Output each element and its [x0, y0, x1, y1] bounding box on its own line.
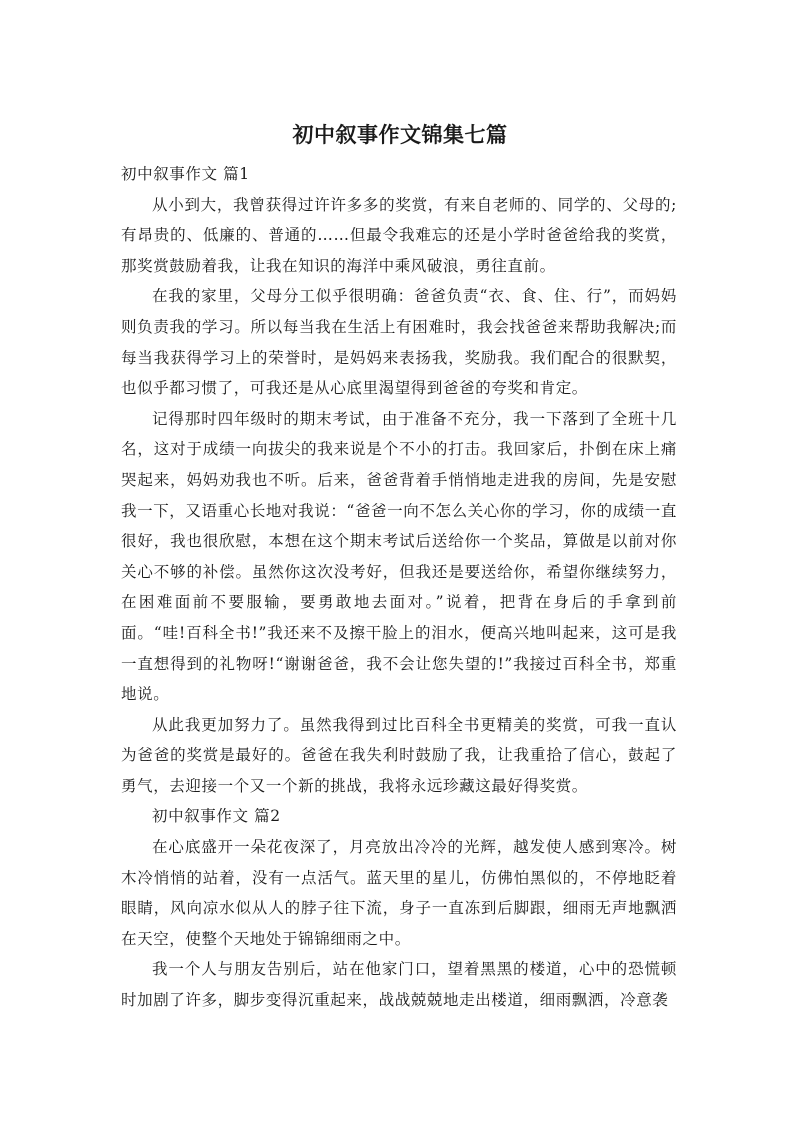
section-heading-2: 初中叙事作文 篇2 — [152, 807, 281, 826]
paragraph: 我一个人与朋友告别后，站在他家门口，望着黑黑的楼道，心中的恐慌顿时加剧了许多，脚步变得沉重起来，战战兢兢地走出楼道，细雨飘洒，冷意袭 — [121, 960, 677, 1010]
paragraph: 从此我更加努力了。虽然我得到过比百科全书更精美的奖赏，可我一直认为爸爸的奖赏是最好的。爸爸在我失利时鼓励了我，让我重拾了信心，鼓起了勇气，去迎接一个又一个新的挑战，我将永远珍藏这最好得奖赏。 — [121, 715, 677, 795]
paragraph: 从小到大，我曾获得过许许多多的奖赏，有来自老师的、同学的、父母的;有昂贵的、低廉的、普通的……但最令我难忘的还是小学时爸爸给我的奖赏，那奖赏鼓励着我，让我在知识的海洋中乘风破浪，勇往直前。 — [121, 195, 677, 275]
document-body — [121, 159, 677, 1016]
paragraph: 在我的家里，父母分工似乎很明确：爸爸负责“衣、食、住、行”，而妈妈则负责我的学习。所以每当我在生活上有困难时，我会找爸爸来帮助我解决;而每当我获得学习上的荣誉时，是妈妈来表扬我，奖励我。我们配合的很默契，也似乎都习惯了，可我还是从心底里渴望得到爸爸的夸奖和肯定。 — [121, 287, 677, 398]
paragraph: 记得那时四年级时的期末考试，由于准备不充分，我一下落到了全班十几名，这对于成绩一向拔尖的我来说是个不小的打击。我回家后，扑倒在床上痛哭起来，妈妈劝我也不听。后来，爸爸背着手悄悄地走进我的房间，先是安慰我一下，又语重心长地对我说：“爸爸一向不怎么关心你的学习，你的成绩一直很好，我也很欣慰，本想在这个期末考试后送给你一个奖品，算做是以前对你关心不够的补偿。虽然你这次没考好，但我还是要送给你，希望你继续努力，在困难面前不要服输，要勇敢地去面对。”说着，把背在身后的手拿到前面。“哇!百科全书!”我还来不及擦干脸上的泪水，便高兴地叫起来，这可是我一直想得到的礼物呀!“谢谢爸爸，我不会让您失望的!”我接过百科全书，郑重地说。 — [121, 409, 677, 704]
section-heading-1: 初中叙事作文 篇1 — [121, 165, 250, 183]
paragraph: 在心底盛开一朵花夜深了，月亮放出冷冷的光辉，越发使人感到寒冷。树木冷悄悄的站着，没有一点活气。蓝天里的星儿，仿佛怕黑似的，不停地眨着眼睛，风向凉水似从人的脖子往下流，身子一直冻到后脚跟，细雨无声地飘洒在天空，使整个天地处于锦锦细雨之中。 — [121, 838, 677, 948]
document-title: 初中叙事作文锦集七篇 — [292, 123, 508, 147]
